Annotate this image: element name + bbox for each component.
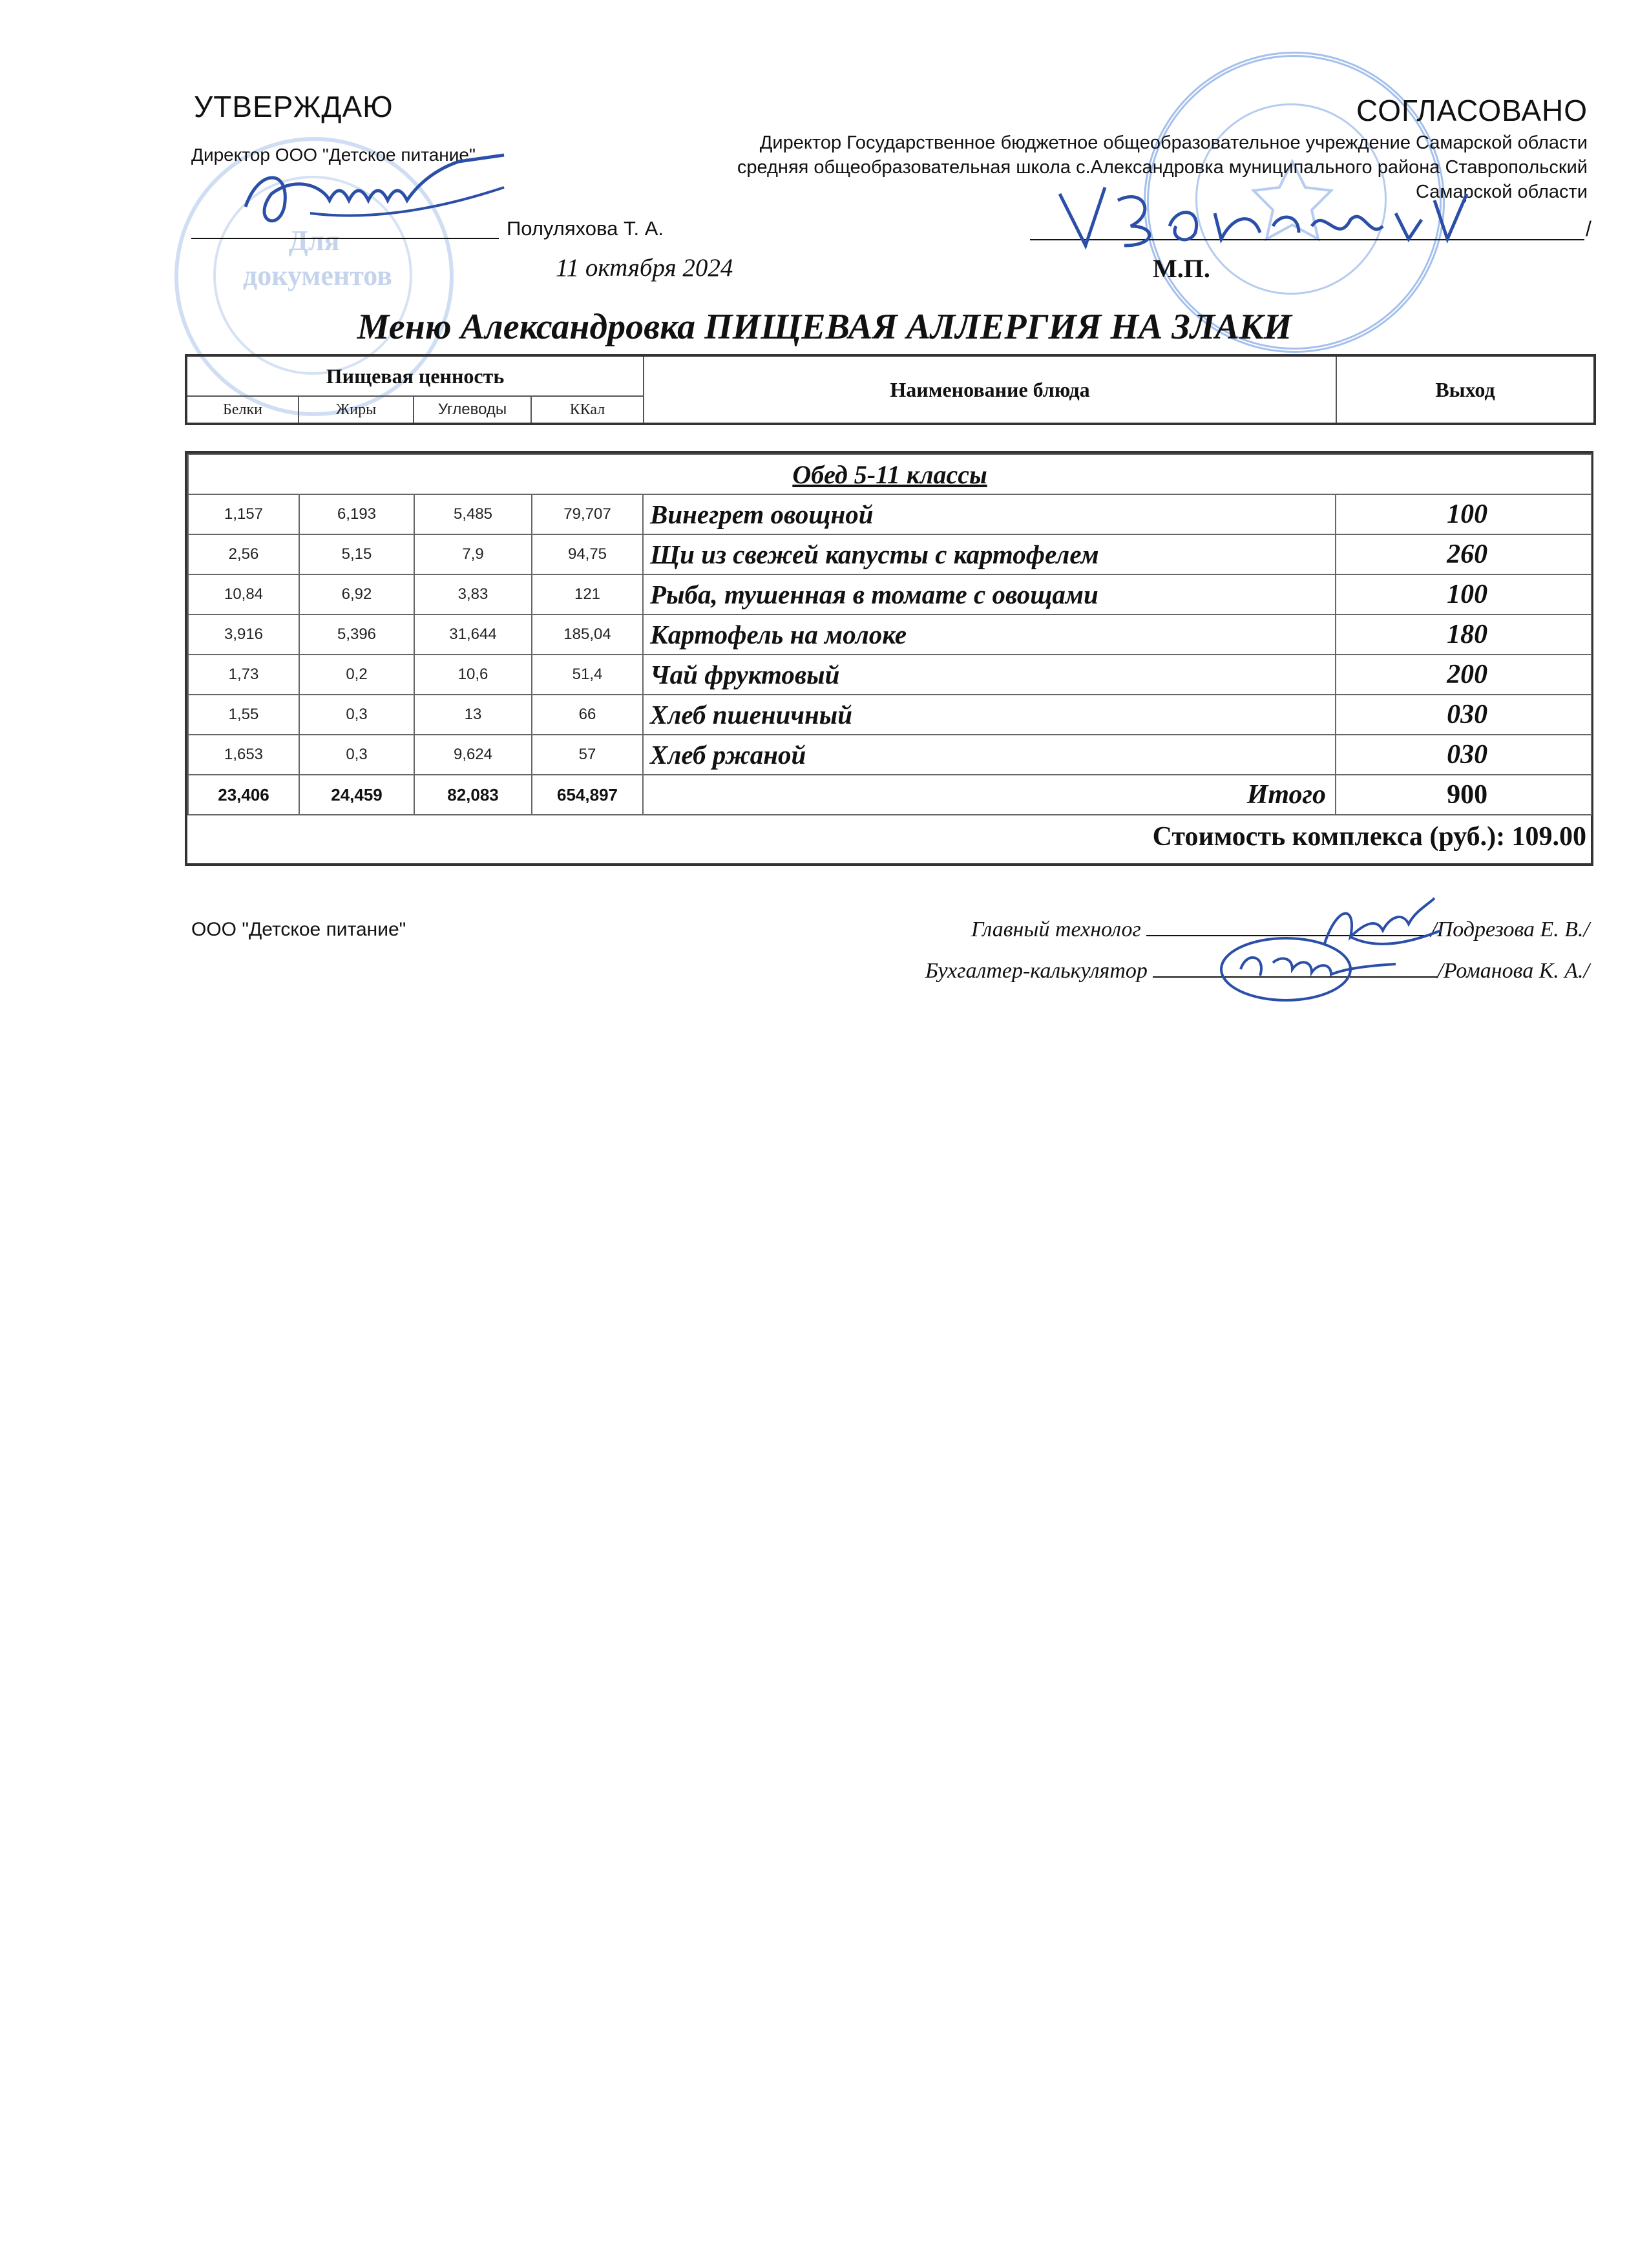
accountant-label: Бухгалтер-калькулятор <box>925 959 1148 983</box>
approve-name: Полуляхова Т. А. <box>507 217 664 240</box>
yield-cell: 200 <box>1336 655 1591 695</box>
chief-technologist-label: Главный технолог <box>971 918 1141 941</box>
footer-organization: ООО "Детское питание" <box>191 919 406 940</box>
fats-cell: 0,3 <box>299 735 414 775</box>
yield-header: Выход <box>1336 355 1595 424</box>
kcal-header: ККал <box>531 396 644 424</box>
agree-position: Директор Государственное бюджетное общеобразовательное учреждение Самарской области средняя общеобразовательная школа с.Александровка муниципального района Ставропольский Самарской области <box>737 132 1588 202</box>
total-carbs-cell: 82,083 <box>414 775 532 815</box>
fats-cell: 5,15 <box>299 534 414 574</box>
proteins-cell: 1,73 <box>188 655 299 695</box>
carbs-cell: 31,644 <box>414 614 532 655</box>
accountant-signature <box>1215 930 1409 1008</box>
carbs-cell: 9,624 <box>414 735 532 775</box>
menu-header-table <box>185 354 1596 425</box>
yield-cell: 030 <box>1336 695 1591 735</box>
accountant-name: /Романова К. А./ <box>1437 959 1590 983</box>
table-row <box>188 695 1591 735</box>
yield-cell: 180 <box>1336 614 1591 655</box>
proteins-cell: 1,55 <box>188 695 299 735</box>
proteins-cell: 3,916 <box>188 614 299 655</box>
table-row <box>188 655 1591 695</box>
agree-signature <box>1047 174 1499 258</box>
total-yield-cell: 900 <box>1336 775 1591 815</box>
approve-signature <box>233 149 530 246</box>
approve-date: 11 октября 2024 <box>556 254 733 282</box>
kcal-cell: 94,75 <box>532 534 643 574</box>
dish-name-cell: Чай фруктовый <box>643 655 1336 695</box>
carbs-header: Углеводы <box>414 396 531 424</box>
totals-row <box>188 775 1591 815</box>
carbs-cell: 10,6 <box>414 655 532 695</box>
left-stamp-text-line1: Для <box>288 225 340 257</box>
fats-header: Жиры <box>299 396 414 424</box>
proteins-cell: 1,157 <box>188 494 299 534</box>
yield-cell: 100 <box>1336 494 1591 534</box>
menu-table <box>187 454 1592 858</box>
proteins-header: Белки <box>186 396 299 424</box>
approve-heading: УТВЕРЖДАЮ <box>194 90 394 123</box>
table-row <box>188 494 1591 534</box>
approve-position: Директор ООО "Детское питание" <box>191 145 476 165</box>
carbs-cell: 5,485 <box>414 494 532 534</box>
kcal-cell: 57 <box>532 735 643 775</box>
total-proteins-cell: 23,406 <box>188 775 299 815</box>
dish-name-cell: Рыба, тушенная в томате с овощами <box>643 574 1336 614</box>
carbs-cell: 13 <box>414 695 532 735</box>
fats-cell: 0,2 <box>299 655 414 695</box>
table-row <box>188 574 1591 614</box>
yield-cell: 100 <box>1336 574 1591 614</box>
yield-cell: 030 <box>1336 735 1591 775</box>
proteins-cell: 2,56 <box>188 534 299 574</box>
total-label-cell: Итого <box>643 775 1336 815</box>
fats-cell: 5,396 <box>299 614 414 655</box>
kcal-cell: 121 <box>532 574 643 614</box>
table-row <box>188 534 1591 574</box>
agree-heading: СОГЛАСОВАНО <box>1356 94 1588 127</box>
carbs-cell: 3,83 <box>414 574 532 614</box>
fats-cell: 0,3 <box>299 695 414 735</box>
agree-slash: / <box>1586 217 1591 240</box>
total-kcal-cell: 654,897 <box>532 775 643 815</box>
dish-name-header: Наименование блюда <box>644 355 1336 424</box>
yield-cell: 260 <box>1336 534 1591 574</box>
dish-name-cell: Хлеб ржаной <box>643 735 1336 775</box>
kcal-cell: 51,4 <box>532 655 643 695</box>
nutrition-header: Пищевая ценность <box>186 355 644 396</box>
left-stamp-text-line2: документов <box>243 260 392 291</box>
proteins-cell: 10,84 <box>188 574 299 614</box>
fats-cell: 6,193 <box>299 494 414 534</box>
carbs-cell: 7,9 <box>414 534 532 574</box>
dish-name-cell: Картофель на молоке <box>643 614 1336 655</box>
kcal-cell: 185,04 <box>532 614 643 655</box>
kcal-cell: 66 <box>532 695 643 735</box>
chief-technologist-name: /Подрезова Е. В./ <box>1431 918 1590 941</box>
menu-title: Меню Александровка ПИЩЕВАЯ АЛЛЕРГИЯ НА ЗЛАКИ <box>357 307 1292 347</box>
table-row <box>188 735 1591 775</box>
dish-name-cell: Хлеб пшеничный <box>643 695 1336 735</box>
section-title: Обед 5-11 классы <box>188 454 1591 494</box>
stamp-place-label: М.П. <box>1153 254 1210 283</box>
kcal-cell: 79,707 <box>532 494 643 534</box>
table-row <box>188 614 1591 655</box>
dish-name-cell: Щи из свежей капусты с картофелем <box>643 534 1336 574</box>
complex-cost: Стоимость комплекса (руб.): 109.00 <box>188 815 1591 858</box>
total-fats-cell: 24,459 <box>299 775 414 815</box>
dish-name-cell: Винегрет овощной <box>643 494 1336 534</box>
fats-cell: 6,92 <box>299 574 414 614</box>
proteins-cell: 1,653 <box>188 735 299 775</box>
